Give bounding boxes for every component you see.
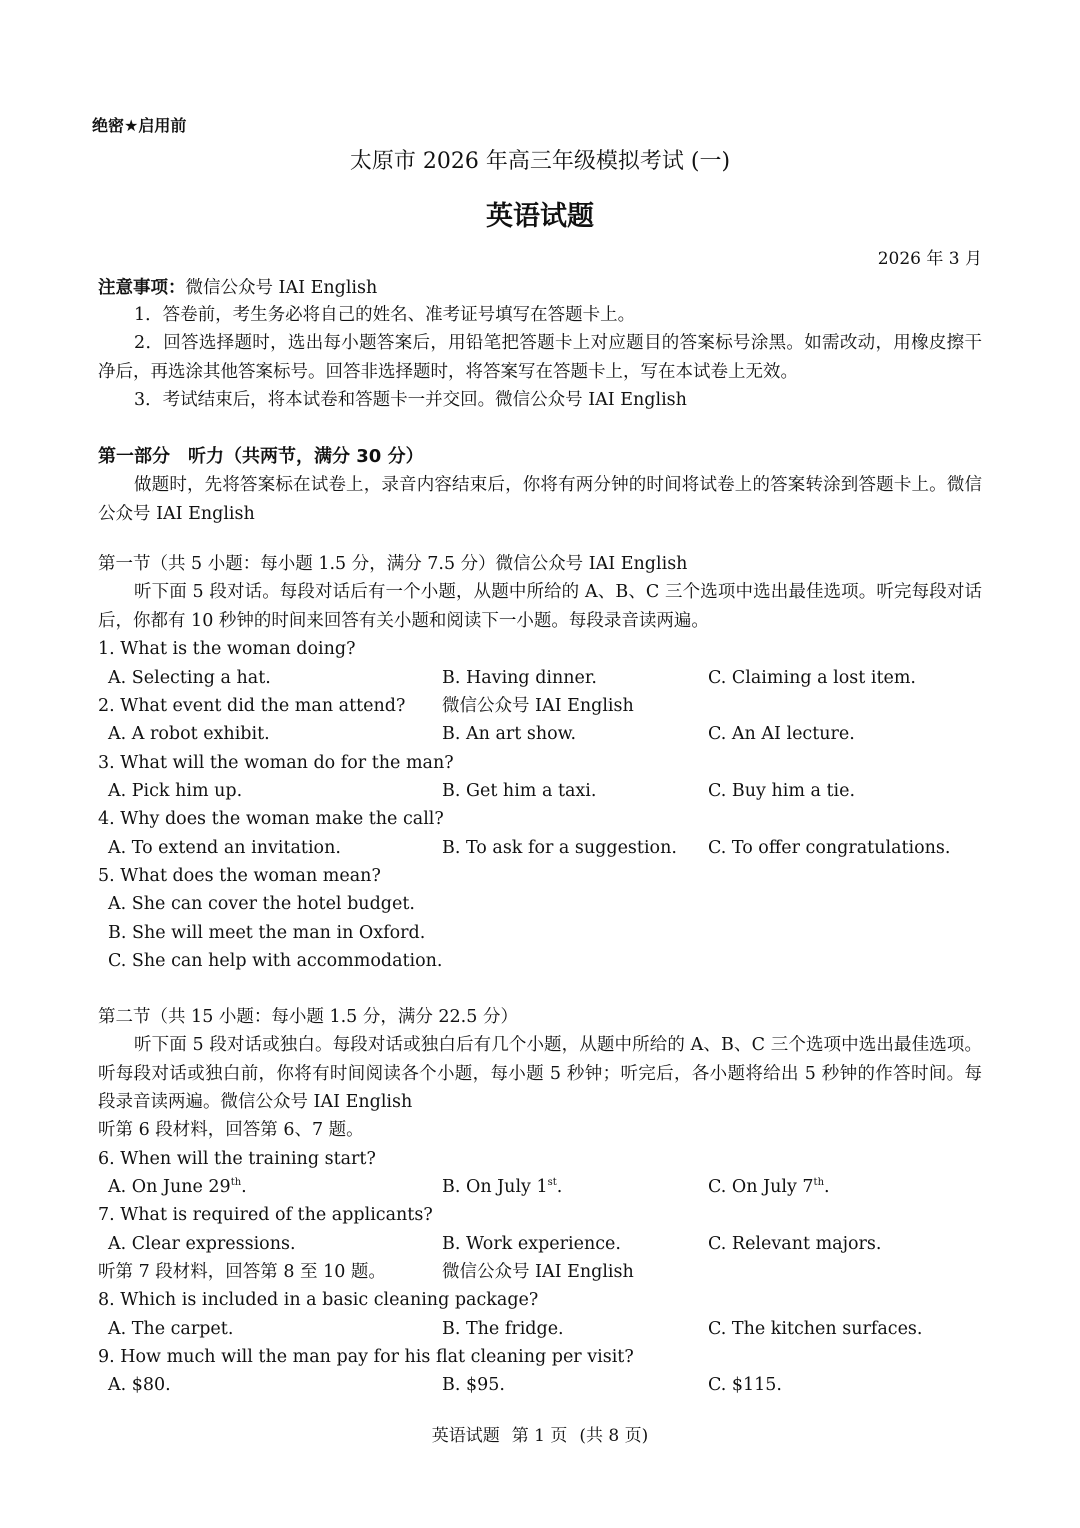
question-3-option-a: A. Pick him up. (108, 781, 243, 801)
question-9-stem: 9. How much will the man pay for his flat cleaning per visit? (98, 1347, 634, 1367)
question-7-option-a: A. Clear expressions. (108, 1234, 296, 1254)
question-3-option-b: B. Get him a taxi. (442, 781, 597, 801)
subject-title: 英语试题 (486, 201, 594, 232)
question-8-stem: 8. Which is included in a basic cleaning package? (98, 1290, 539, 1310)
question-4-option-a: A. To extend an invitation. (108, 838, 341, 858)
question-2-option-a: A. A robot exhibit. (108, 724, 270, 744)
question-6-option-a: A. On June 29th. (108, 1177, 247, 1197)
footer-subject: 英语试题 (431, 1426, 500, 1446)
notice-heading (98, 274, 377, 302)
question-7-option-b: B. Work experience. (442, 1234, 621, 1254)
material-6-instruction: 听第 6 段材料，回答第 6、7 题。 (98, 1120, 364, 1140)
confidential-label: 绝密★启用前 (92, 116, 187, 135)
question-5-option-c: C. She can help with accommodation. (108, 951, 443, 971)
notice-item-1: 1．答卷前，考生务必将自己的姓名、准考证号填写在答题卡上。 (134, 305, 636, 325)
page-footer (0, 1422, 1080, 1450)
section1-heading: 第一节（共 5 小题：每小题 1.5 分，满分 7.5 分）微信公众号 IAI English (98, 554, 688, 574)
question-2-stem: 2. What event did the man attend? (98, 696, 406, 716)
question-1-stem: 1. What is the woman doing? (98, 639, 356, 659)
notice-heading-suffix: 微信公众号 IAI English (185, 278, 378, 298)
question-5-stem: 5. What does the woman mean? (98, 866, 381, 886)
question-7-option-c: C. Relevant majors. (708, 1234, 882, 1254)
question-7-stem: 7. What is required of the applicants? (98, 1205, 433, 1225)
notice-item-3: 3．考试结束后，将本试卷和答题卡一并交回。微信公众号 IAI English (134, 390, 687, 410)
question-6-stem: 6. When will the training start? (98, 1149, 376, 1169)
question-1-option-a: A. Selecting a hat. (108, 668, 271, 688)
question-5-option-b: B. She will meet the man in Oxford. (108, 923, 426, 943)
section2-intro: 听下面 5 段对话或独白。每段对话或独白后有几个小题，从题中所给的 A、B、C 三个选项中选出最佳选项。听每段对话或独白前，你将有时间阅读各个小题，每小题 5 秒钟；听完后，各小题将给出 5 秒钟的作答时间。每段录音读两遍。微信公众号 IAI English (98, 1035, 982, 1112)
notice-heading-label: 注意事项： (98, 278, 186, 298)
exam-title: 太原市 2026 年高三年级模拟考试 (一) (349, 149, 731, 174)
question-9-option-a: A. $80. (108, 1375, 171, 1395)
part1-heading (98, 443, 424, 471)
question-6-option-c: C. On July 7th. (708, 1177, 830, 1197)
question-4-stem: 4. Why does the woman make the call? (98, 809, 444, 829)
question-4-option-b: B. To ask for a suggestion. (442, 838, 677, 858)
question-6-option-b: B. On July 1st. (442, 1177, 563, 1197)
question-1-option-b: B. Having dinner. (442, 668, 597, 688)
question-2-option-c: C. An AI lecture. (708, 724, 855, 744)
watermark-note: 微信公众号 IAI English (442, 696, 634, 716)
question-2-option-b: B. An art show. (442, 724, 577, 744)
question-5-option-a: A. She can cover the hotel budget. (108, 894, 415, 914)
question-1-option-c: C. Claiming a lost item. (708, 668, 916, 688)
part1-heading-title: 听力（共两节，满分 30 分） (188, 446, 424, 467)
question-9-option-b: B. $95. (442, 1375, 505, 1395)
question-4-option-c: C. To offer congratulations. (708, 838, 951, 858)
question-8-option-c: C. The kitchen surfaces. (708, 1319, 923, 1339)
material-7-instruction: 听第 7 段材料，回答第 8 至 10 题。 (98, 1262, 386, 1282)
question-3-stem: 3. What will the woman do for the man? (98, 753, 454, 773)
question-9-option-c: C. $115. (708, 1375, 782, 1395)
question-8-option-b: B. The fridge. (442, 1319, 564, 1339)
watermark-note: 微信公众号 IAI English (442, 1262, 634, 1282)
footer-page-total: (共 8 页) (579, 1426, 649, 1446)
notice-item-2: 2．回答选择题时，选出每小题答案后，用铅笔把答题卡上对应题目的答案标号涂黑。如需改动，用橡皮擦干净后，再选涂其他答案标号。回答非选择题时，将答案写在答题卡上，写在本试卷上无效。 (98, 333, 982, 382)
exam-date: 2026 年 3 月 (877, 249, 982, 269)
section1-intro: 听下面 5 段对话。每段对话后有一个小题，从题中所给的 A、B、C 三个选项中选出最佳选项。听完每段对话后，你都有 10 秒钟的时间来回答有关小题和阅读下一小题。每段录音读两遍。 (98, 582, 982, 631)
section2-heading: 第二节（共 15 小题：每小题 1.5 分，满分 22.5 分） (98, 1007, 518, 1027)
question-8-option-a: A. The carpet. (108, 1319, 234, 1339)
footer-page-number: 第 1 页 (511, 1426, 568, 1446)
question-3-option-c: C. Buy him a tie. (708, 781, 856, 801)
part1-heading-number: 第一部分 (98, 446, 170, 467)
part1-intro: 做题时，先将答案标在试卷上，录音内容结束后，你将有两分钟的时间将试卷上的答案转涂到答题卡上。微信公众号 IAI English (98, 475, 982, 524)
